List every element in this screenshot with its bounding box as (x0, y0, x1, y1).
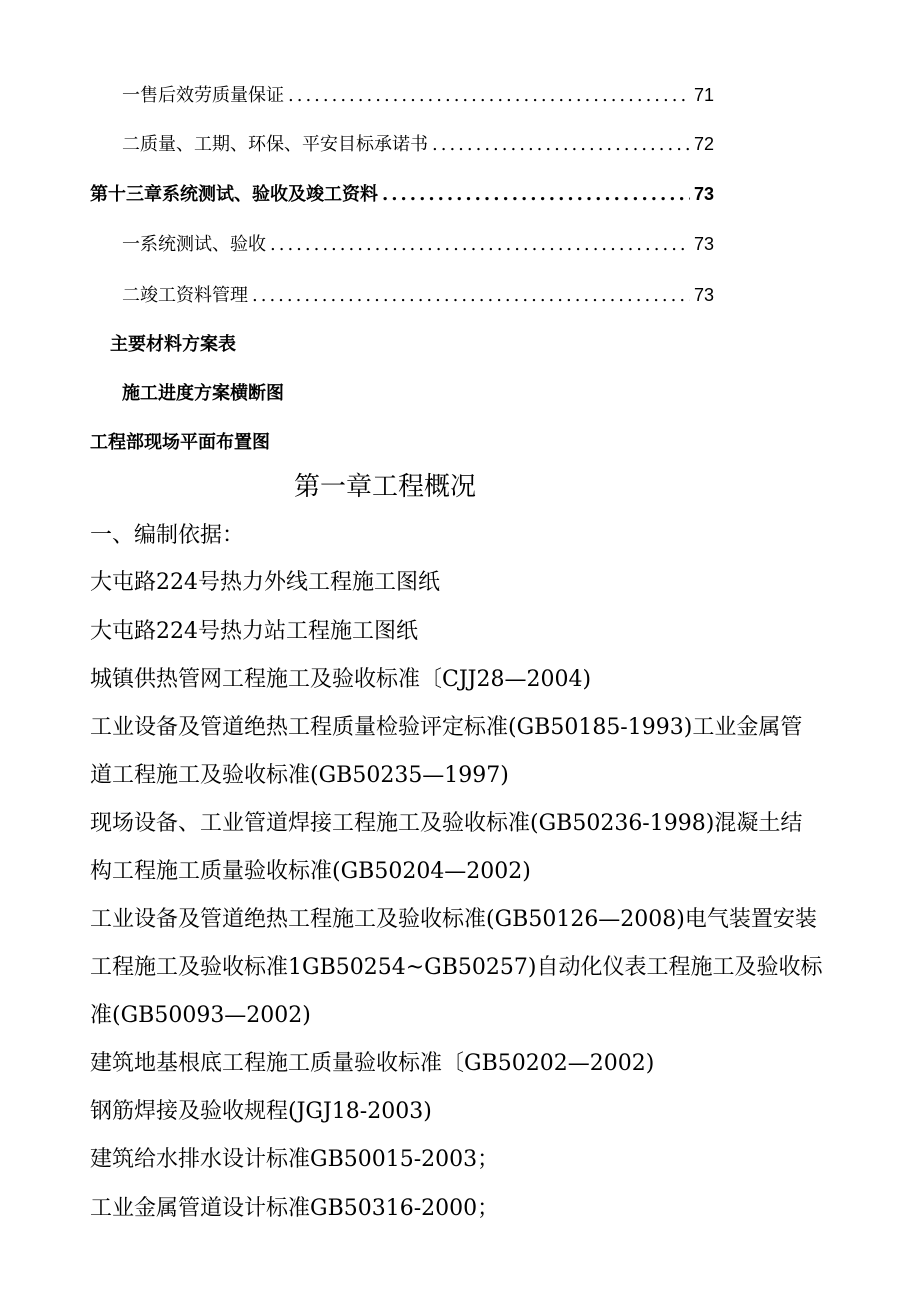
basis-line: 工业设备及管道绝热工程质量检验评定标准(GB50185-1993)工业金属管 (90, 715, 803, 740)
toc-entry-title: 一售后效劳质量保证 (122, 85, 284, 106)
basis-line: 钢筋焊接及验收规程(JGJ18-2003) (90, 1099, 432, 1124)
toc-entry-page: 73 (693, 184, 714, 204)
toc-entry-title: 第十三章系统测试、验收及竣工资料 (90, 184, 378, 205)
toc-entry-title: 一系统测试、验收 (122, 234, 266, 255)
toc-entry-page: 73 (693, 234, 714, 254)
toc-entry-page: 72 (693, 134, 714, 154)
toc-dot-leader (382, 182, 690, 208)
basis-line: 工业设备及管道绝热工程施工及验收标准(GB50126—2008)电气装置安装 (90, 907, 817, 932)
appendix-item[interactable]: 主要材料方案表 (110, 334, 236, 355)
toc-dot-leader (288, 83, 690, 109)
basis-line: 大屯路224号热力外线工程施工图纸 (90, 570, 440, 595)
toc-entry-page: 73 (693, 285, 714, 305)
toc-dot-leader (252, 283, 690, 309)
toc-dot-leader (432, 132, 690, 158)
toc-entry-title: 二质量、工期、环保、平安目标承诺书 (122, 134, 428, 155)
toc-entry[interactable] (122, 231, 714, 257)
basis-line: 城镇供热管网工程施工及验收标准〔CJJ28—2004) (90, 667, 592, 692)
basis-line: 工业金属管道设计标准GB50316-2000； (90, 1196, 500, 1221)
basis-line: 大屯路224号热力站工程施工图纸 (90, 619, 418, 644)
chapter-title: 第一章工程概况 (293, 472, 476, 502)
toc-chapter-entry[interactable] (90, 181, 714, 207)
toc-entry-page: 71 (693, 85, 714, 105)
toc-entry-title: 二竣工资料管理 (122, 285, 248, 306)
toc-entry[interactable] (122, 131, 714, 157)
basis-line: 准(GB50093—2002) (90, 1003, 311, 1028)
basis-line: 工程施工及验收标准1GB50254~GB50257)自动化仪表工程施工及验收标 (90, 955, 823, 980)
basis-line: 道工程施工及验收标准(GB50235—1997) (90, 763, 509, 788)
toc-dot-leader (270, 232, 690, 258)
basis-line: 构工程施工质量验收标准(GB50204—2002) (90, 859, 531, 884)
basis-line: 建筑地基根底工程施工质量验收标准〔GB50202—2002) (90, 1051, 655, 1076)
basis-line: 现场设备、工业管道焊接工程施工及验收标准(GB50236-1998)混凝土结 (90, 811, 803, 836)
appendix-item[interactable]: 施工进度方案横断图 (122, 383, 284, 404)
toc-entry[interactable] (122, 82, 714, 108)
appendix-item[interactable]: 工程部现场平面布置图 (90, 432, 270, 453)
toc-entry[interactable] (122, 282, 714, 308)
section-heading: 一、编制依据： (90, 523, 245, 548)
basis-line: 建筑给水排水设计标准GB50015-2003； (90, 1147, 500, 1172)
